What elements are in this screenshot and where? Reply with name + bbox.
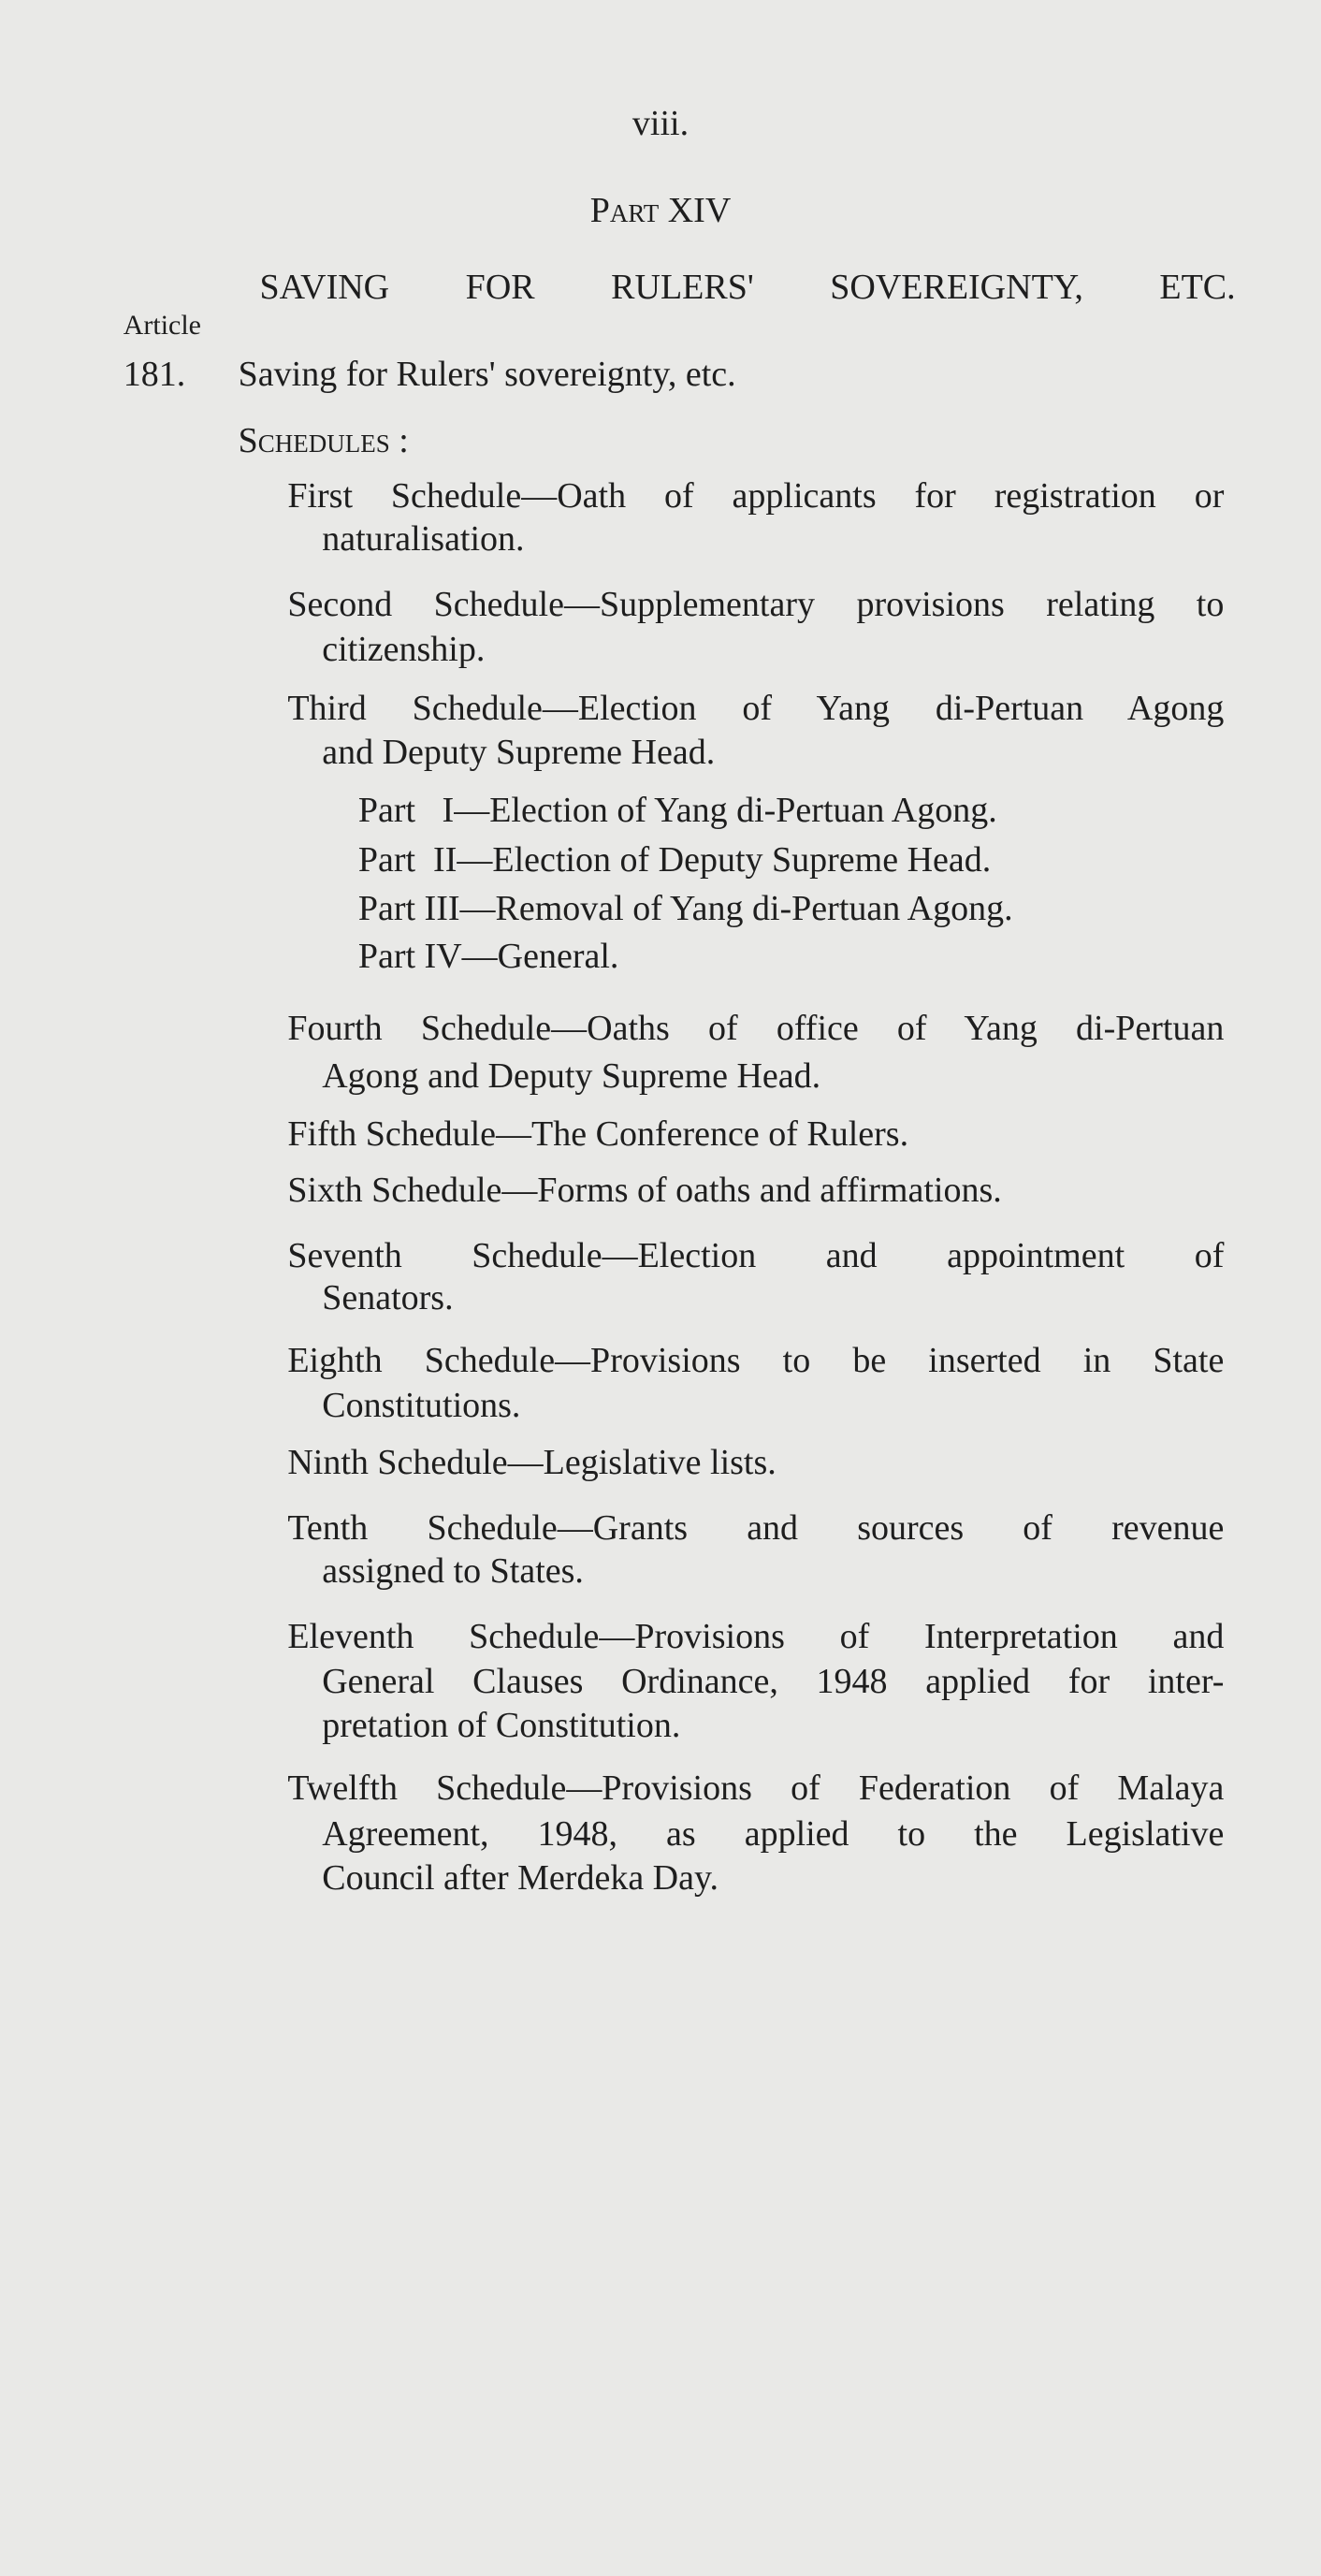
part-heading: SAVING FOR RULERS' SOVEREIGNTY, ETC. (259, 268, 1236, 308)
schedule-entry-line: and Deputy Supreme Head. (322, 733, 716, 773)
schedule-entry-line: Second Schedule—Supplementary provisions relating to (287, 585, 1225, 625)
schedule-entry-line: General Clauses Ordinance, 1948 applied for inter- (322, 1661, 1225, 1701)
schedule-entry-line: Eighth Schedule—Provisions to be inserted in State (287, 1341, 1225, 1381)
page-number: viii. (631, 103, 690, 143)
schedule-entry-line: Agong and Deputy Supreme Head. (322, 1056, 821, 1097)
schedule-part-line: Part I—Election of Yang di-Pertuan Agong. (357, 790, 997, 830)
schedule-entry-line: pretation of Constitution. (322, 1706, 681, 1746)
schedule-entry-line: assigned to States. (322, 1550, 584, 1591)
article-number: 181. (123, 355, 186, 395)
schedule-entry-line: Twelfth Schedule—Provisions of Federation of Malaya (287, 1768, 1225, 1808)
article-title: Saving for Rulers' sovereignty, etc. (238, 355, 736, 395)
schedule-entry-line: Fifth Schedule—The Conference of Rulers. (287, 1113, 909, 1154)
article-label: Article (123, 309, 201, 341)
part-title: Part XIV (589, 190, 732, 230)
schedule-part-line: Part IV—General. (357, 937, 619, 977)
schedule-entry-line: Eleventh Schedule—Provisions of Interpretation and (287, 1617, 1225, 1657)
schedule-entry-line: Seventh Schedule—Election and appointment of (287, 1235, 1225, 1275)
schedule-entry-line: First Schedule—Oath of applicants for registration or (287, 476, 1225, 517)
schedules-label: Schedules : (238, 420, 409, 460)
schedule-entry-line: Sixth Schedule—Forms of oaths and affirmations. (287, 1170, 1002, 1210)
schedule-entry-line: Agreement, 1948, as applied to the Legislative (322, 1813, 1225, 1854)
schedule-entry-line: naturalisation. (322, 519, 525, 560)
schedule-entry-line: Constitutions. (322, 1385, 521, 1425)
schedule-entry-line: Council after Merdeka Day. (322, 1858, 719, 1899)
schedule-entry-line: Tenth Schedule—Grants and sources of revenue (287, 1508, 1225, 1549)
schedule-entry-line: Ninth Schedule—Legislative lists. (287, 1443, 777, 1483)
schedule-part-line: Part II—Election of Deputy Supreme Head. (357, 839, 992, 880)
schedule-entry-line: Senators. (322, 1278, 454, 1318)
schedule-entry-line: citizenship. (322, 629, 486, 669)
schedule-entry-line: Third Schedule—Election of Yang di-Pertuan Agong (287, 688, 1225, 728)
schedule-entry-line: Fourth Schedule—Oaths of office of Yang di-Pertuan (287, 1009, 1225, 1049)
schedule-part-line: Part III—Removal of Yang di-Pertuan Agong. (357, 889, 1013, 929)
